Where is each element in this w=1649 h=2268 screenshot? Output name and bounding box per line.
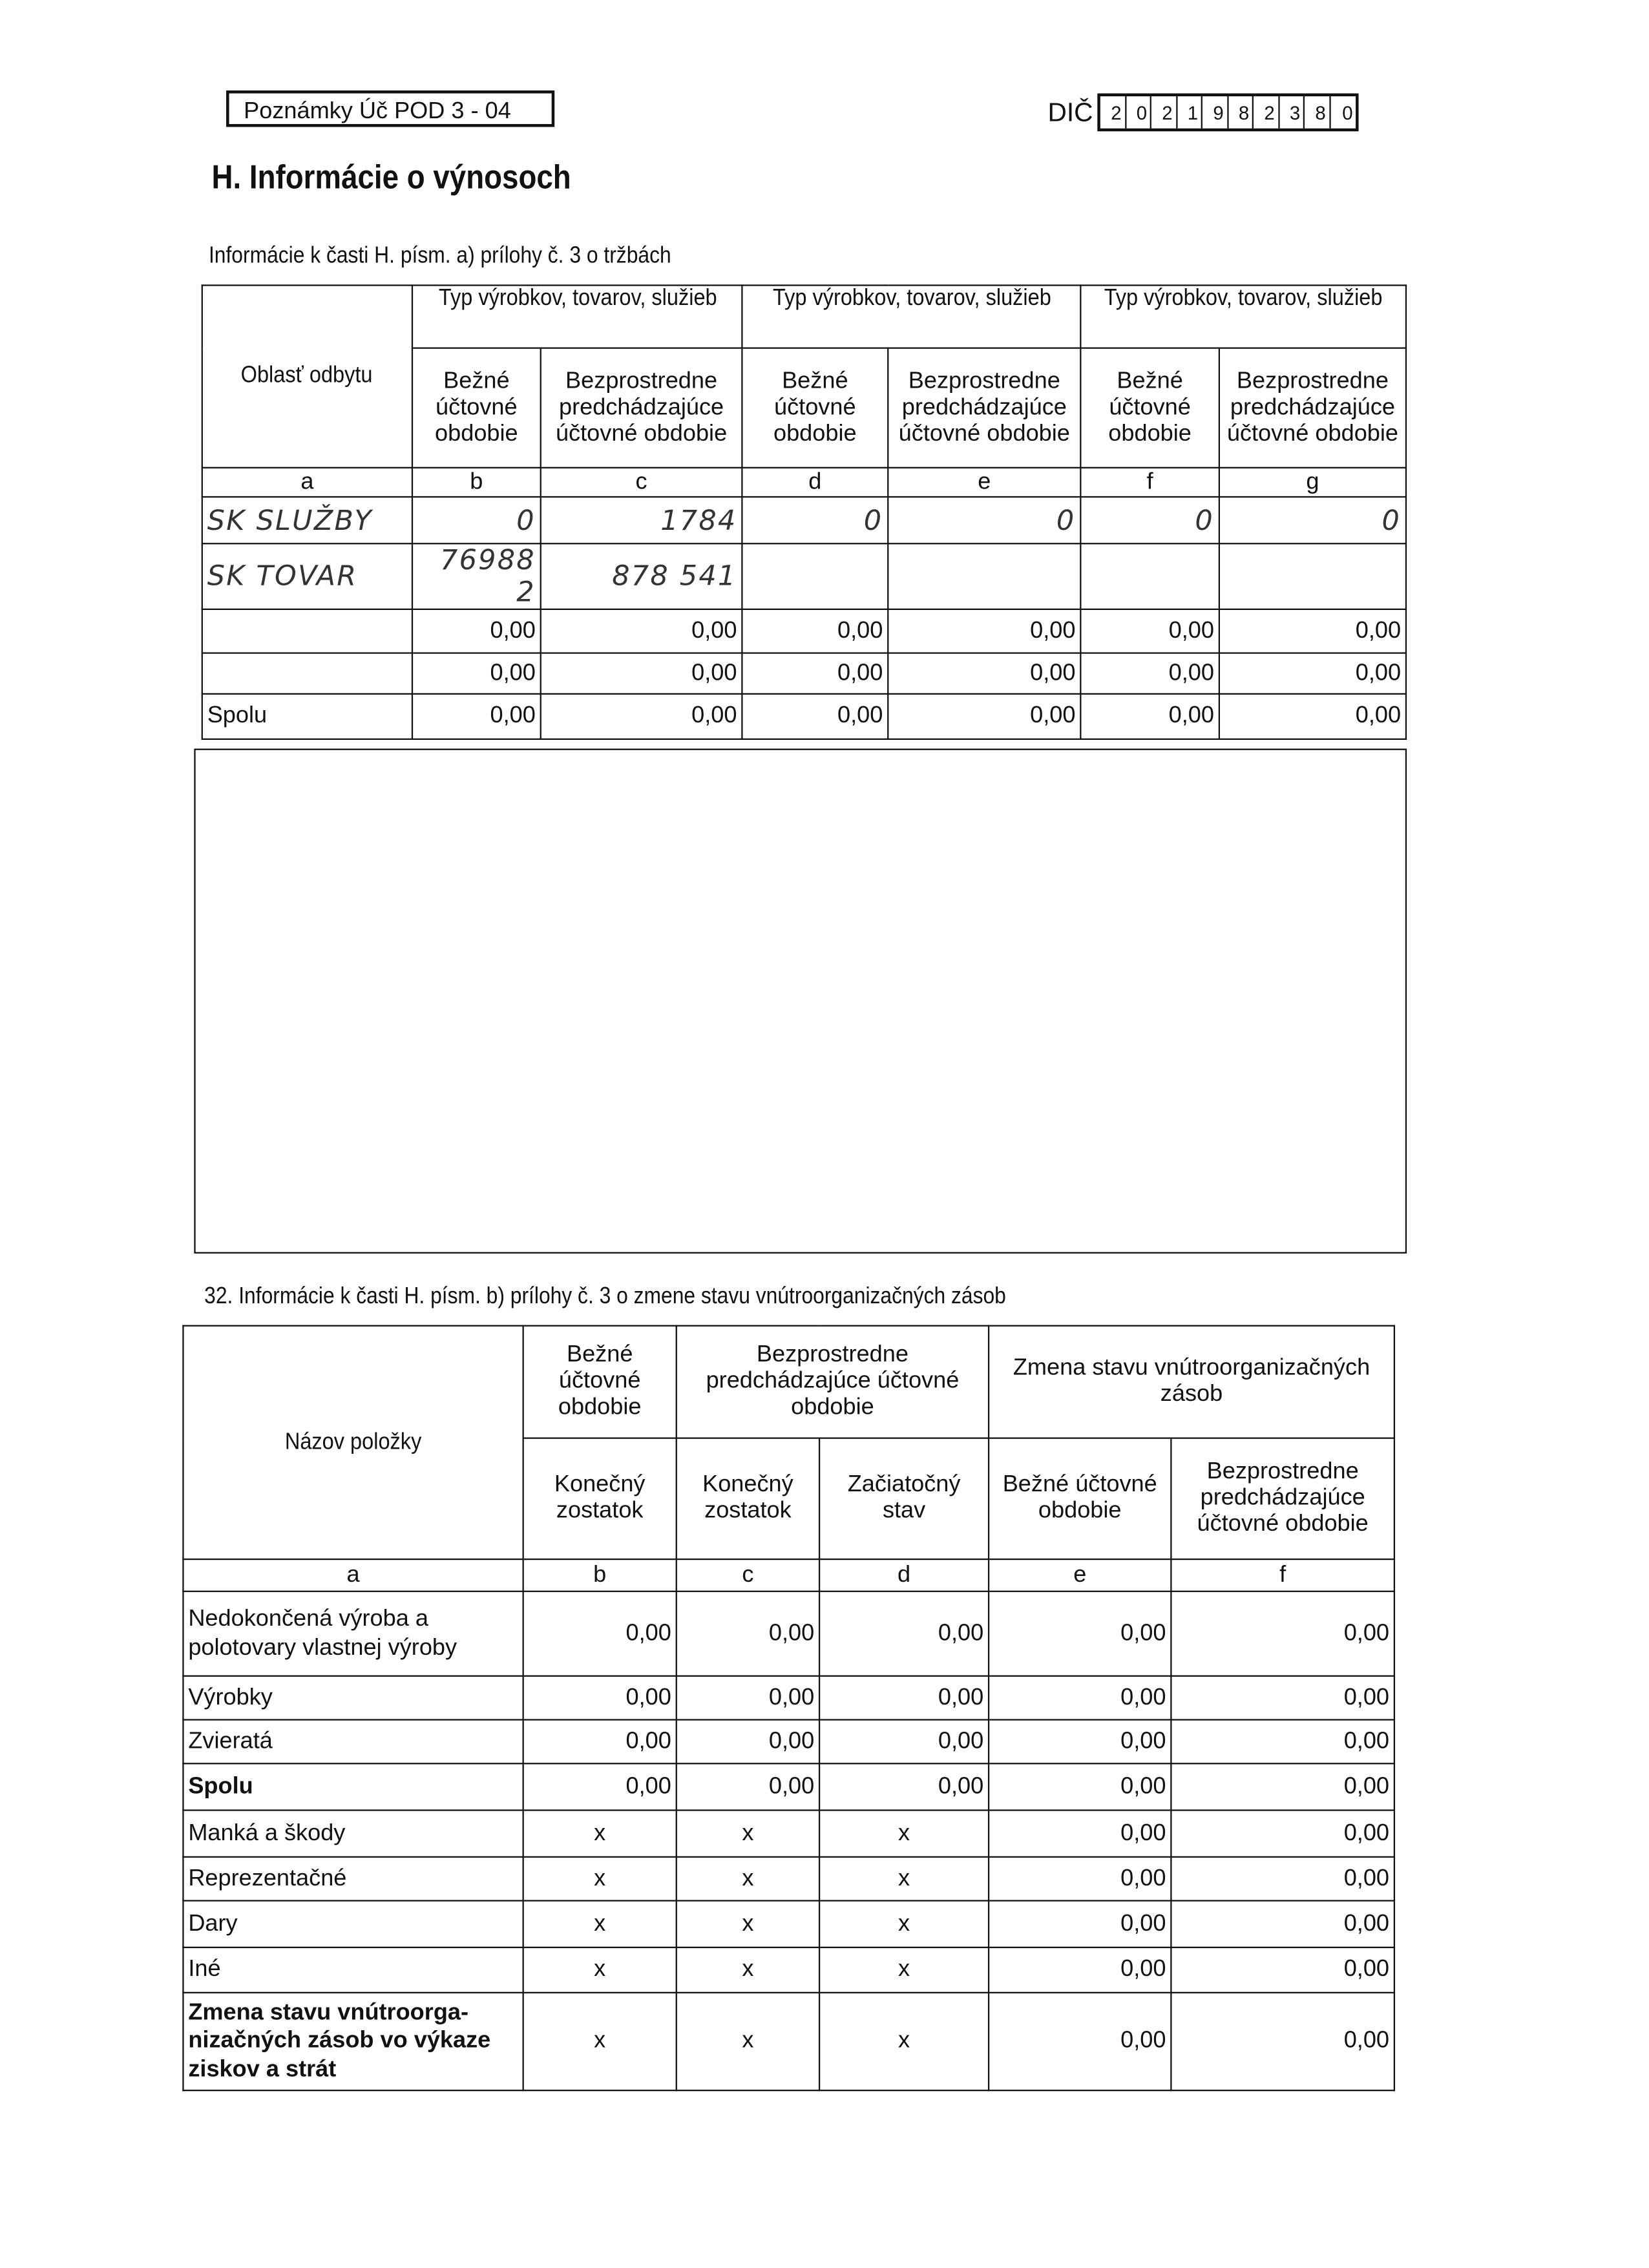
row-label[interactable]: Spolu bbox=[202, 694, 412, 739]
value-cell[interactable]: 0,00 bbox=[742, 609, 888, 653]
dic-digit: 0 bbox=[1126, 96, 1151, 129]
value-cell[interactable]: 0,00 bbox=[677, 1676, 819, 1720]
column-letter: d bbox=[742, 468, 888, 497]
value-cell[interactable] bbox=[742, 543, 888, 609]
value-cell[interactable]: 0,00 bbox=[989, 1811, 1171, 1857]
value-cell[interactable]: 0,00 bbox=[412, 694, 541, 739]
value-cell[interactable]: 0,00 bbox=[523, 1591, 677, 1676]
row-label: Spolu bbox=[183, 1763, 523, 1810]
group-header: Typ výrobkov, tovarov, služieb bbox=[742, 286, 1080, 348]
section-a-caption: Informácie k časti H. písm. a) prílohy č. 3 o tržbách bbox=[208, 244, 671, 269]
dic-digit: 1 bbox=[1177, 96, 1203, 129]
row-label[interactable] bbox=[202, 653, 412, 694]
column-letter: f bbox=[1080, 468, 1219, 497]
table-row bbox=[202, 653, 1406, 694]
value-cell[interactable]: x bbox=[523, 1857, 677, 1901]
value-cell[interactable]: 0,00 bbox=[1171, 1763, 1394, 1810]
table-row bbox=[183, 1676, 1394, 1720]
row-label: Zmena stavu vnútroorga-nizačných zásob vo výkaze ziskov a strát bbox=[183, 1993, 523, 2090]
value-cell[interactable]: 0,00 bbox=[523, 1720, 677, 1764]
h-previous: Bezprostredne predchádzajúce účtovné obdobie bbox=[677, 1326, 989, 1438]
group-header: Typ výrobkov, tovarov, služieb bbox=[412, 286, 742, 348]
value-cell[interactable]: 0 bbox=[412, 497, 541, 543]
value-cell[interactable]: x bbox=[819, 1948, 989, 1993]
value-cell[interactable]: 0,00 bbox=[819, 1720, 989, 1764]
value-cell[interactable]: 0,00 bbox=[1080, 609, 1219, 653]
column-letter: a bbox=[183, 1559, 523, 1591]
value-cell[interactable] bbox=[1219, 543, 1406, 609]
col-current: Bežné účtovné obdobie bbox=[412, 348, 541, 468]
value-cell[interactable]: 0,00 bbox=[989, 1948, 1171, 1993]
value-cell[interactable]: x bbox=[523, 1993, 677, 2090]
dic-digits bbox=[1097, 94, 1358, 132]
value-cell[interactable]: 0,00 bbox=[1171, 1591, 1394, 1676]
h-change-prev: Bezprostredne predchádzajúce účtovné obdobie bbox=[1171, 1438, 1394, 1559]
value-cell[interactable]: x bbox=[677, 1993, 819, 2090]
value-cell[interactable] bbox=[888, 543, 1080, 609]
value-cell[interactable]: 0,00 bbox=[888, 609, 1080, 653]
value-cell[interactable]: x bbox=[677, 1901, 819, 1948]
value-cell[interactable]: x bbox=[523, 1811, 677, 1857]
dic-digit: 2 bbox=[1151, 96, 1177, 129]
value-cell[interactable]: 0,00 bbox=[677, 1591, 819, 1676]
table-row bbox=[202, 497, 1406, 543]
column-letter: e bbox=[888, 468, 1080, 497]
revenue-table bbox=[202, 284, 1407, 740]
row-label: Reprezentačné bbox=[183, 1857, 523, 1901]
value-cell[interactable]: 0 bbox=[888, 497, 1080, 543]
value-cell[interactable]: 0,00 bbox=[412, 609, 541, 653]
value-cell[interactable]: 0,00 bbox=[989, 1993, 1171, 2090]
value-cell[interactable]: 0,00 bbox=[541, 609, 742, 653]
value-cell[interactable]: 0,00 bbox=[989, 1901, 1171, 1948]
area-header: Oblasť odbytu bbox=[202, 286, 412, 468]
value-cell[interactable]: 0,00 bbox=[1171, 1948, 1394, 1993]
col-previous: Bezprostredne predchádzajúce účtovné obdobie bbox=[1219, 348, 1406, 468]
value-cell[interactable]: 0,00 bbox=[989, 1720, 1171, 1764]
value-cell[interactable]: 0,00 bbox=[523, 1763, 677, 1810]
value-cell[interactable]: x bbox=[819, 1993, 989, 2090]
value-cell[interactable]: 0,00 bbox=[1171, 1901, 1394, 1948]
column-letter: c bbox=[541, 468, 742, 497]
row-label: Dary bbox=[183, 1901, 523, 1948]
value-cell[interactable]: 1784 bbox=[541, 497, 742, 543]
table-row bbox=[183, 1857, 1394, 1901]
h-start: Začiatočný stav bbox=[819, 1438, 989, 1559]
value-cell[interactable]: 0 bbox=[1080, 497, 1219, 543]
value-cell[interactable]: x bbox=[819, 1857, 989, 1901]
value-cell[interactable]: 0,00 bbox=[1219, 694, 1406, 739]
value-cell[interactable]: 0,00 bbox=[989, 1763, 1171, 1810]
h-change: Zmena stavu vnútroorganizačných zásob bbox=[989, 1326, 1394, 1438]
row-label: Výrobky bbox=[183, 1676, 523, 1720]
dic-field bbox=[1048, 94, 1359, 132]
col-previous: Bezprostredne predchádzajúce účtovné obdobie bbox=[541, 348, 742, 468]
dic-label: DIČ bbox=[1047, 97, 1093, 127]
h-end-b: Konečný zostatok bbox=[523, 1438, 677, 1559]
column-letter: e bbox=[989, 1559, 1171, 1591]
column-letter: b bbox=[523, 1559, 677, 1591]
h-current: Bežné účtovné obdobie bbox=[523, 1326, 677, 1438]
table-row bbox=[183, 1811, 1394, 1857]
value-cell[interactable]: 0,00 bbox=[412, 653, 541, 694]
value-cell[interactable]: 0,00 bbox=[1171, 1857, 1394, 1901]
value-cell[interactable]: 0,00 bbox=[541, 694, 742, 739]
table-row bbox=[183, 1993, 1394, 2090]
value-cell[interactable]: 0,00 bbox=[888, 653, 1080, 694]
value-cell[interactable]: x bbox=[819, 1811, 989, 1857]
dic-digit: 8 bbox=[1305, 96, 1330, 129]
dic-digit: 2 bbox=[1100, 96, 1126, 129]
value-cell[interactable]: 0,00 bbox=[677, 1763, 819, 1810]
value-cell[interactable]: 76988 2 bbox=[412, 543, 541, 609]
value-cell[interactable]: 0,00 bbox=[541, 653, 742, 694]
value-cell[interactable]: 0,00 bbox=[819, 1591, 989, 1676]
row-label: Zvieratá bbox=[183, 1720, 523, 1764]
value-cell[interactable]: 0,00 bbox=[1171, 1720, 1394, 1764]
col-current: Bežné účtovné obdobie bbox=[1080, 348, 1219, 468]
table-row bbox=[202, 543, 1406, 609]
row-label[interactable] bbox=[202, 609, 412, 653]
value-cell[interactable]: 0,00 bbox=[677, 1720, 819, 1764]
dic-digit: 3 bbox=[1279, 96, 1305, 129]
table-row bbox=[202, 609, 1406, 653]
table-row bbox=[183, 1948, 1394, 1993]
column-letter: d bbox=[819, 1559, 989, 1591]
page-title: H. Informácie o výnosoch bbox=[211, 157, 571, 196]
dic-digit: 8 bbox=[1228, 96, 1254, 129]
row-label: Nedokončená výroba a polotovary vlastnej výroby bbox=[183, 1591, 523, 1676]
row-label[interactable]: SK TOVAR bbox=[202, 543, 412, 609]
dic-digit: 2 bbox=[1254, 96, 1279, 129]
dic-digit: 0 bbox=[1342, 102, 1353, 124]
value-cell[interactable]: 0,00 bbox=[888, 694, 1080, 739]
value-cell[interactable]: 0,00 bbox=[1219, 653, 1406, 694]
dic-digit: 9 bbox=[1203, 96, 1228, 129]
column-letter: f bbox=[1171, 1559, 1394, 1591]
value-cell[interactable]: x bbox=[677, 1811, 819, 1857]
value-cell[interactable]: 0,00 bbox=[819, 1676, 989, 1720]
table-row bbox=[183, 1720, 1394, 1764]
column-letter: g bbox=[1219, 468, 1406, 497]
section-b-caption: 32. Informácie k časti H. písm. b) prílohy č. 3 o zmene stavu vnútroorganizačných zásob bbox=[204, 1284, 1006, 1309]
value-cell[interactable]: 0,00 bbox=[742, 694, 888, 739]
column-letter: c bbox=[677, 1559, 819, 1591]
table-row bbox=[202, 694, 1406, 739]
value-cell[interactable]: x bbox=[523, 1901, 677, 1948]
notes-text-area[interactable] bbox=[194, 749, 1407, 1254]
value-cell[interactable]: 0,00 bbox=[1171, 1811, 1394, 1857]
value-cell[interactable]: x bbox=[819, 1901, 989, 1948]
value-cell[interactable]: 0,00 bbox=[1171, 1676, 1394, 1720]
value-cell[interactable]: x bbox=[677, 1948, 819, 1993]
h-change-current: Bežné účtovné obdobie bbox=[989, 1438, 1171, 1559]
value-cell[interactable]: 0,00 bbox=[819, 1763, 989, 1810]
col-previous: Bezprostredne predchádzajúce účtovné obdobie bbox=[888, 348, 1080, 468]
group-header: Typ výrobkov, tovarov, služieb bbox=[1080, 286, 1406, 348]
col-current: Bežné účtovné obdobie bbox=[742, 348, 888, 468]
value-cell[interactable]: 0,00 bbox=[989, 1591, 1171, 1676]
value-cell[interactable]: 0,00 bbox=[742, 653, 888, 694]
column-letter: b bbox=[412, 468, 541, 497]
table-row bbox=[183, 1591, 1394, 1676]
value-cell[interactable]: 0,00 bbox=[1080, 694, 1219, 739]
value-cell[interactable]: 0,00 bbox=[523, 1676, 677, 1720]
value-cell[interactable]: 0,00 bbox=[989, 1676, 1171, 1720]
row-label: Manká a škody bbox=[183, 1811, 523, 1857]
value-cell[interactable] bbox=[1080, 543, 1219, 609]
value-cell[interactable]: 0,00 bbox=[1080, 653, 1219, 694]
h-end-c: Konečný zostatok bbox=[677, 1438, 819, 1559]
row-label: Iné bbox=[183, 1948, 523, 1993]
value-cell[interactable]: 878 541 bbox=[541, 543, 742, 609]
value-cell[interactable]: 0,00 bbox=[1219, 609, 1406, 653]
value-cell[interactable]: x bbox=[677, 1857, 819, 1901]
value-cell[interactable]: 0 bbox=[742, 497, 888, 543]
column-letter: a bbox=[202, 468, 412, 497]
value-cell[interactable]: x bbox=[523, 1948, 677, 1993]
value-cell[interactable]: 0,00 bbox=[989, 1857, 1171, 1901]
table-row bbox=[183, 1901, 1394, 1948]
table-row bbox=[183, 1763, 1394, 1810]
item-header: Názov položky bbox=[183, 1326, 523, 1559]
value-cell[interactable]: 0 bbox=[1219, 497, 1406, 543]
row-label[interactable]: SK SLUŽBY bbox=[202, 497, 412, 543]
inventory-change-table bbox=[182, 1325, 1395, 2092]
value-cell[interactable]: 0,00 bbox=[1171, 1993, 1394, 2090]
form-label: Poznámky Úč POD 3 - 04 bbox=[226, 90, 554, 127]
